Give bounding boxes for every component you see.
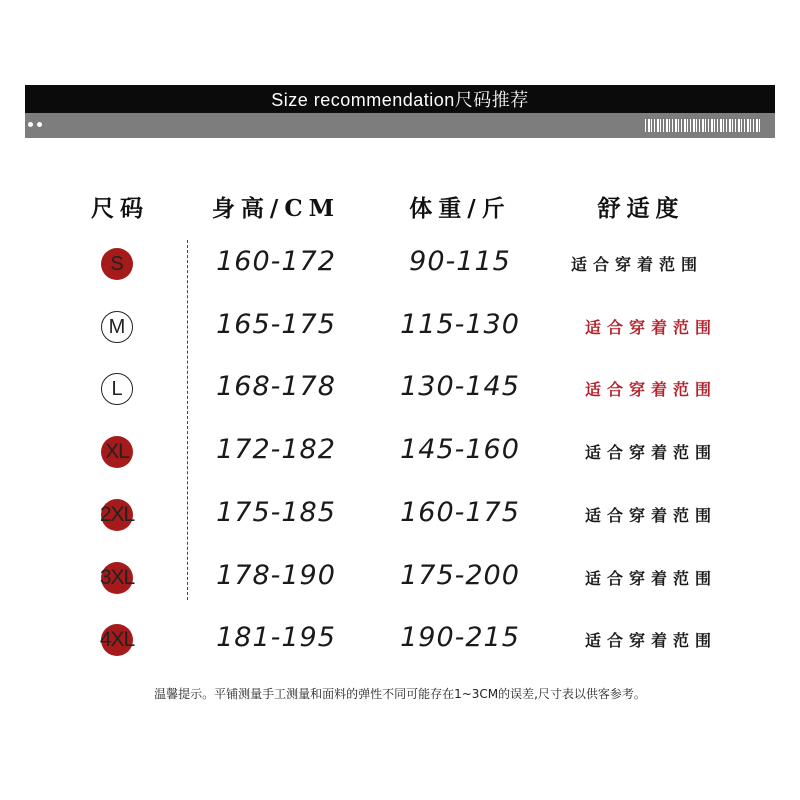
height-value: 175-185 bbox=[216, 497, 336, 528]
weight-value: 90-115 bbox=[409, 246, 511, 277]
height-value: 160-172 bbox=[216, 246, 336, 277]
size-label: S bbox=[110, 252, 124, 275]
size-label: 4XL bbox=[99, 628, 135, 651]
table-row bbox=[0, 248, 800, 292]
weight-value: 130-145 bbox=[400, 371, 520, 402]
dots-decoration bbox=[28, 122, 42, 127]
size-label: 3XL bbox=[99, 566, 135, 589]
table-row bbox=[0, 373, 800, 417]
size-label: M bbox=[108, 315, 126, 338]
size-badge bbox=[101, 248, 133, 280]
height-value: 168-178 bbox=[216, 371, 336, 402]
dot-icon bbox=[37, 122, 42, 127]
header-height: 身高/CM bbox=[211, 195, 341, 222]
table-row bbox=[0, 436, 800, 480]
banner-title: Size recommendation尺码推荐 bbox=[271, 90, 529, 110]
size-badge bbox=[101, 436, 133, 468]
table-row bbox=[0, 562, 800, 606]
size-label: L bbox=[111, 377, 123, 400]
size-badge bbox=[101, 562, 133, 594]
comfort-value: 适合穿着范围 bbox=[570, 255, 704, 274]
banner bbox=[25, 85, 775, 113]
table-row bbox=[0, 311, 800, 355]
weight-value: 160-175 bbox=[400, 497, 520, 528]
weight-value: 190-215 bbox=[400, 622, 520, 653]
comfort-value: 适合穿着范围 bbox=[584, 569, 718, 588]
comfort-value: 适合穿着范围 bbox=[584, 318, 718, 337]
dot-icon bbox=[28, 122, 33, 127]
size-badge bbox=[101, 499, 133, 531]
comfort-value: 适合穿着范围 bbox=[584, 631, 718, 650]
height-value: 181-195 bbox=[216, 622, 336, 653]
height-value: 178-190 bbox=[216, 560, 336, 591]
height-value: 165-175 bbox=[216, 309, 336, 340]
comfort-value: 适合穿着范围 bbox=[584, 443, 718, 462]
header-size: 尺码 bbox=[91, 195, 149, 222]
weight-value: 175-200 bbox=[400, 560, 520, 591]
table-header bbox=[0, 190, 800, 230]
weight-value: 115-130 bbox=[400, 309, 520, 340]
size-label: 2XL bbox=[99, 503, 135, 526]
column-divider bbox=[187, 240, 188, 600]
table-row bbox=[0, 624, 800, 668]
barcode-icon bbox=[645, 119, 761, 132]
table-row bbox=[0, 499, 800, 543]
comfort-value: 适合穿着范围 bbox=[584, 380, 718, 399]
footnote: 温馨提示。平铺测量手工测量和面料的弹性不同可能存在1~3CM的误差,尺寸表以供客参考。 bbox=[154, 687, 646, 701]
header-weight: 体重/斤 bbox=[409, 195, 511, 222]
height-value: 172-182 bbox=[216, 434, 336, 465]
comfort-value: 适合穿着范围 bbox=[584, 506, 718, 525]
size-badge bbox=[101, 373, 133, 405]
size-label: XL bbox=[105, 440, 129, 463]
header-comfort: 舒适度 bbox=[597, 195, 685, 222]
size-badge bbox=[101, 311, 133, 343]
decorative-subbar bbox=[25, 113, 775, 138]
weight-value: 145-160 bbox=[400, 434, 520, 465]
size-badge bbox=[101, 624, 133, 656]
